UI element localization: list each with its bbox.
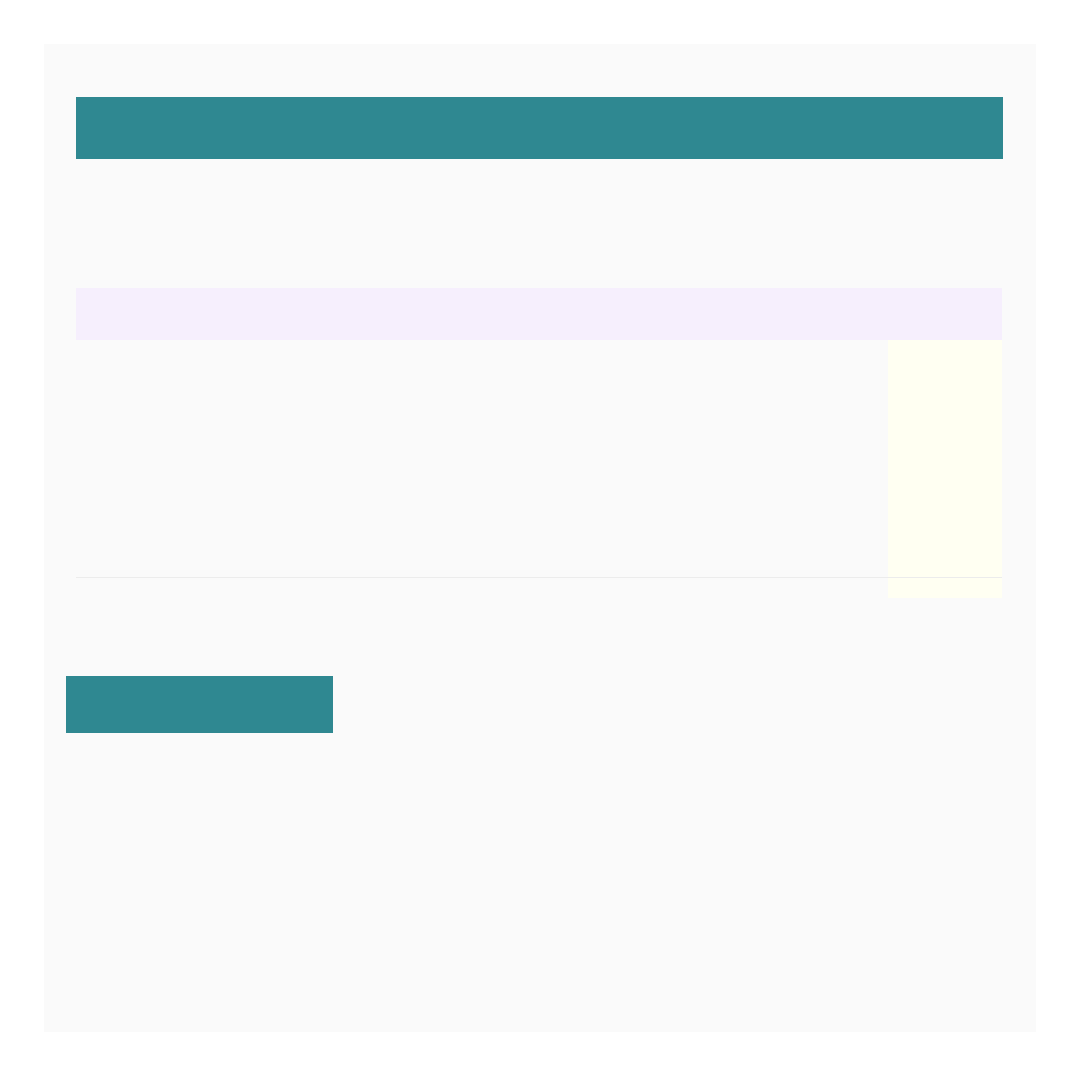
- price-comparison-table: [64, 288, 1004, 598]
- empty-row-divider: [76, 577, 1002, 578]
- highlighted-column: [888, 340, 1002, 598]
- table-header-row: [76, 288, 1002, 340]
- title-banner: [76, 97, 1003, 159]
- extra-data-header: [66, 676, 333, 733]
